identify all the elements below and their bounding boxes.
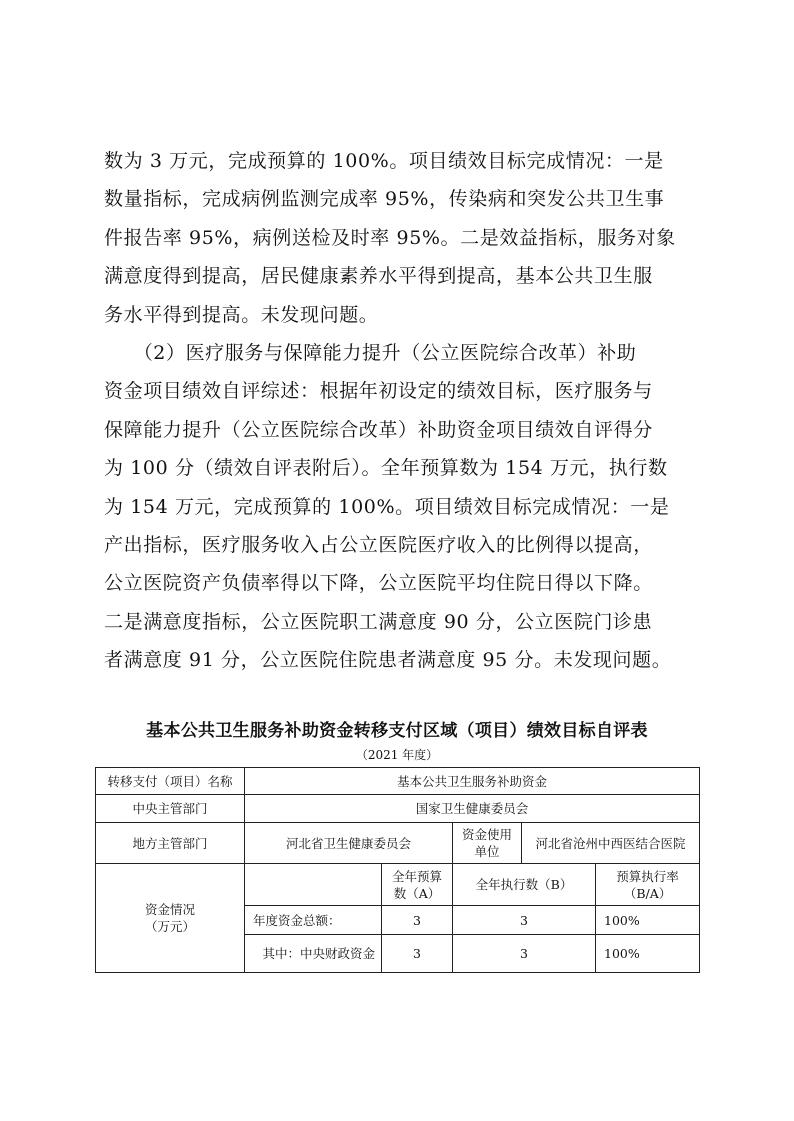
paragraph-line: 为 154 万元，完成预算的 100%。项目绩效目标完成情况：一是 [104,495,670,518]
central-dept-label: 中央主管部门 [96,795,245,823]
paragraph-line: 公立医院资产负债率得以下降，公立医院平均住院日得以下降。 [104,572,653,595]
funds-label-line: 资金情况 [144,902,195,917]
paragraph-line: 务水平得到提高。未发现问题。 [104,303,379,326]
body-paragraphs [104,142,698,679]
col-budget-line: 数（A） [393,885,441,901]
row-exec: 3 [453,935,596,973]
paragraph-line: 满意度得到提高，居民健康素养水平得到提高，基本公共卫生服 [104,265,653,288]
col-budget-header [382,864,453,906]
table-row [96,768,700,795]
row-budget: 3 [382,935,453,973]
project-name-label: 转移支付（项目）名称 [96,768,245,795]
row-label: 年度资金总额： [245,906,382,935]
empty-header-cell [245,864,382,906]
paragraph-line: 数量指标，完成病例监测完成率 95%，传染病和突发公共卫生事 [104,188,665,211]
paragraph-line: （2）医疗服务与保障能力提升（公立医院综合改革）补助 [104,341,637,364]
col-exec-header: 全年执行数（B） [453,864,596,906]
table-row [96,795,700,823]
paragraph-line: 者满意度 91 分，公立医院住院患者满意度 95 分。未发现问题。 [104,649,672,672]
table-row [96,864,700,906]
local-dept-label: 地方主管部门 [96,823,245,864]
row-rate: 100% [596,935,700,973]
performance-table [95,767,700,973]
local-dept-value: 河北省卫生健康委员会 [245,823,453,864]
table-row [96,823,700,864]
paragraph-line: 为 100 分（绩效自评表附后）。全年预算数为 154 万元，执行数 [104,457,668,480]
paragraph-line: 产出指标，医疗服务收入占公立医院医疗收入的比例得以提高， [104,533,653,556]
funds-label [96,864,245,973]
row-budget: 3 [382,906,453,935]
central-dept-value: 国家卫生健康委员会 [245,795,700,823]
col-rate-line: 预算执行率 [616,868,679,884]
col-rate-header [596,864,700,906]
row-exec: 3 [453,906,596,935]
table-title: 基本公共卫生服务补助资金转移支付区域（项目）绩效目标自评表 [146,721,648,741]
row-label: 其中：中央财政资金 [245,935,382,973]
paragraph-line: 保障能力提升（公立医院综合改革）补助资金项目绩效自评得分 [104,418,653,441]
row-rate: 100% [596,906,700,935]
col-budget-line: 全年预算 [391,868,442,884]
project-name-value: 基本公共卫生服务补助资金 [245,768,700,795]
paragraph-line: 件报告率 95%，病例送检及时率 95%。二是效益指标，服务对象 [104,226,676,249]
paragraph-line: 数为 3 万元，完成预算的 100%。项目绩效目标完成情况：一是 [104,150,664,172]
funds-label-line: （万元） [144,919,195,934]
unit-label: 资金使用单位 [453,823,522,864]
paragraph-line: 二是满意度指标，公立医院职工满意度 90 分，公立医院门诊患 [104,610,653,633]
unit-value: 河北省沧州中西医结合医院 [522,823,700,864]
table-subtitle: （2021 年度） [355,748,439,762]
paragraph-line: 资金项目绩效自评综述：根据年初设定的绩效目标，医疗服务与 [104,380,653,403]
col-rate-line: （B/A） [623,885,672,901]
